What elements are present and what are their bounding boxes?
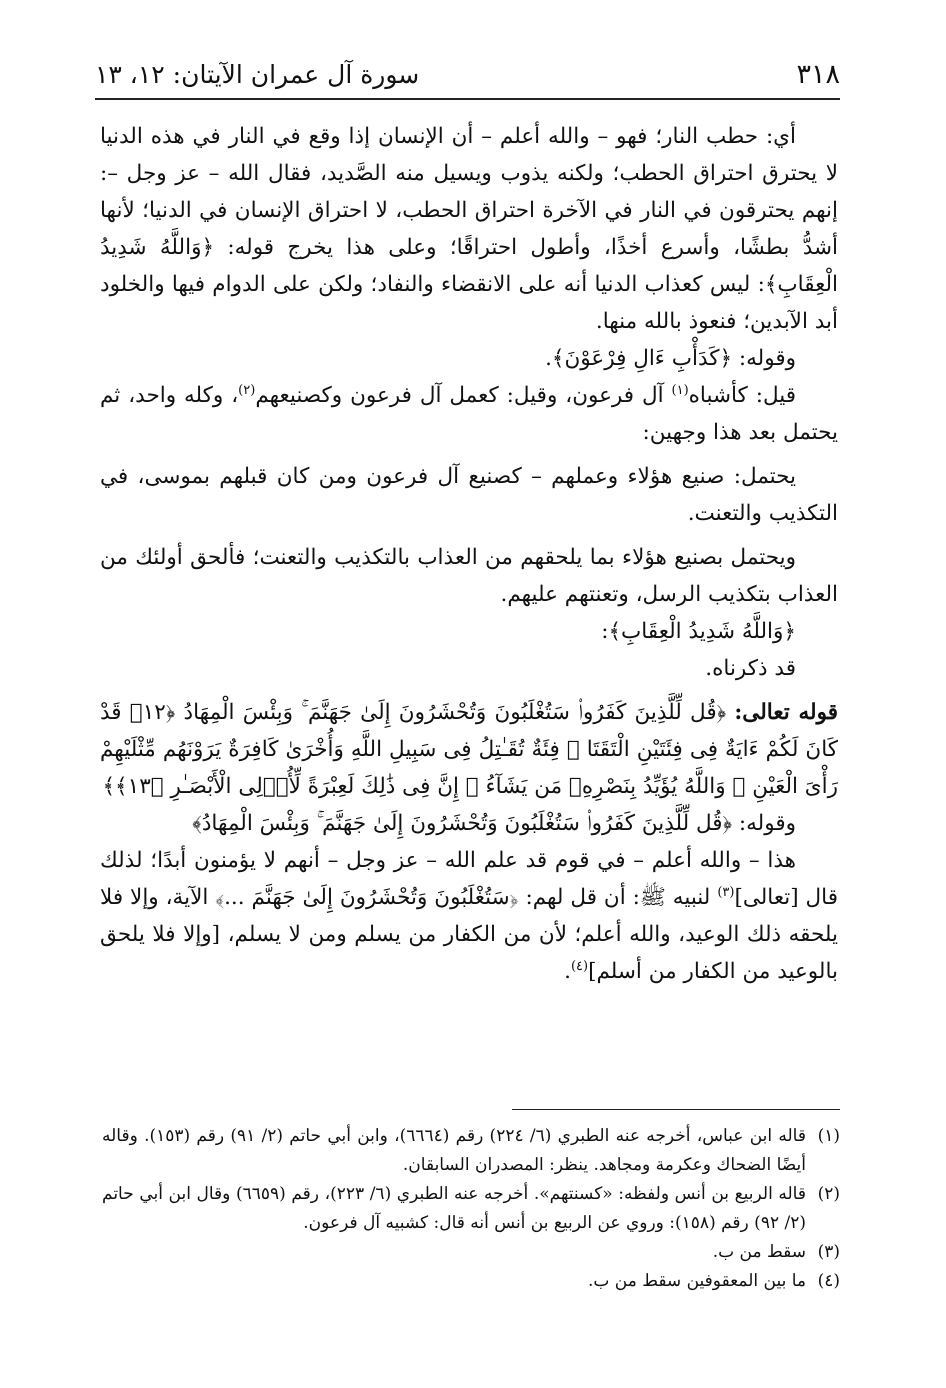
paragraph-2: وقوله: ﴿كَدَأْبِ ءَالِ فِرْعَوْنَ﴾.: [545, 346, 796, 371]
footnote-number: (٢): [817, 1184, 840, 1204]
footnote-text: ما بين المعقوفين سقط من ب.: [587, 1271, 806, 1291]
footnote-2: [102, 1180, 840, 1238]
footnote-divider: [512, 1109, 840, 1110]
footnotes: [102, 1122, 840, 1296]
paragraph-4: يحتمل: صنيع هؤلاء وعملهم – كصنيع آل فرعون ومن كان قبلهم بموسى، في التكذيب والتعنت.: [100, 464, 838, 526]
main-text: [100, 118, 838, 990]
footnote-text: قاله ابن عباس، أخرجه عنه الطبري (٦/ ٢٢٤) رقم (٦٦٦٤)، وابن أبي حاتم (٢/ ٩١) رقم (١٥٣). وقاله أيضًا الضحاك وعكرمة ومجاهد. ينظر: المصدران السابقان.: [102, 1126, 806, 1175]
paragraph-1: أي: حطب النار؛ فهو – والله أعلم – أن الإنسان إذا وقع في النار في هذه الدنيا لا يحترق احتراق الحطب؛ ولكنه يذوب ويسيل منه الصَّديد، فقال الله – عز وجل –: إنهم يحترقون في النار في الآخرة احتراق الحطب، لا احتراق الإنسان في الدنيا؛ لأنها أشدُّ بطشًا، وأسرع أخذًا، وأطول احتراقًا؛ وعلى هذا يخرج قوله: ﴿وَاللَّهُ شَدِيدُ الْعِقَابِ﴾: ليس كعذاب الدنيا أنه على الانقضاء والنفاد؛ ولكن على الدوام فيها والخلود أبد الآبدين؛ فنعوذ بالله منها.: [100, 124, 838, 334]
p3-text-a: قيل: كأشباه: [688, 383, 796, 408]
footnote-text: قاله الربيع بن أنس ولفظه: «كسنتهم». أخرجه عنه الطبري (٦/ ٢٢٣)، رقم (٦٦٥٩) وقال ابن أبي حاتم (٢/ ٩٢) رقم (١٥٨): وروي عن الربيع بن أنس أنه قال: كشبيه آل فرعون.: [102, 1184, 806, 1233]
footnote-3: [102, 1238, 840, 1267]
footnote-ref-4: (٤): [570, 958, 589, 974]
quran-verse-12-13: ﴿قُل لِّلَّذِينَ كَفَرُوا۟ سَتُغْلَبُونَ وَتُحْشَرُونَ إِلَىٰ جَهَنَّمَ ۚ وَبِئْسَ الْمِهَادُ ﴿١٢﴾ قَدْ كَانَ لَكُمْ ءَايَةٌ فِى فِئَتَيْنِ الْتَقَتَا ۖ فِئَةٌ تُقَـٰتِلُ فِى سَبِيلِ اللَّهِ وَأُخْرَىٰ كَافِرَةٌ يَرَوْنَهُم مِّثْلَيْهِمْ رَأْىَ الْعَيْنِ ۚ وَاللَّهُ يُؤَيِّدُ بِنَصْرِهِۦ مَن يَشَآءُ ۗ إِنَّ فِى ذَٰلِكَ لَعِبْرَةً لِّأُو۟لِى الْأَبْصَـٰرِ ﴿١٣﴾﴾: [100, 700, 838, 799]
running-title: سورة آل عمران الآيتان: ١٢، ١٣: [95, 60, 420, 89]
paragraph-8: [100, 694, 838, 805]
footnote-ref-2: (٢): [238, 382, 256, 398]
page-number: ٣١٨: [796, 59, 840, 90]
footnote-number: (٣): [817, 1242, 840, 1262]
paragraph-6: ﴿وَاللَّهُ شَدِيدُ الْعِقَابِ﴾:: [601, 619, 796, 644]
paragraph-9: وقوله: ﴿قُل لِّلَّذِينَ كَفَرُوا۟ سَتُغْلَبُونَ وَتُحْشَرُونَ إِلَىٰ جَهَنَّمَ ۚ وَبِئْسَ الْمِهَادُ﴾: [192, 811, 796, 836]
p3-text-b: آل فرعون، وقيل: كعمل آل فرعون وكصنيعهم: [255, 383, 672, 408]
p10-text-c: .: [564, 959, 571, 984]
footnote-number: (٤): [817, 1271, 840, 1291]
footnote-ref-3: (٣): [717, 884, 735, 900]
paragraph-7: قد ذكرناه.: [705, 656, 796, 681]
footnote-ref-1: (١): [671, 382, 689, 398]
paragraph-3: [100, 377, 838, 451]
footnote-1: [102, 1122, 840, 1180]
p3-text-c: ، وكله واحد، ثم يحتمل بعد هذا وجهين:: [100, 383, 838, 445]
p10-text-a: هذا – والله أعلم – في قوم قد علم الله – عز وجل – أنهم لا يؤمنون أبدًا؛ لذلك قال [تعالى]: [100, 848, 839, 910]
paragraph-5: ويحتمل بصنيع هؤلاء بما يلحقهم من العذاب بالتكذيب والتعنت؛ فألحق أولئك من العذاب بتكذيب الرسل، وتعنتهم عليهم.: [100, 545, 838, 607]
paragraph-10: [100, 842, 838, 990]
footnote-number: (١): [817, 1126, 840, 1146]
page-header: [95, 58, 840, 100]
p10-text-b: لنبيه ﷺ: أن قل لهم: ﴿سَتُغْلَبُونَ وَتُحْشَرُونَ إِلَىٰ جَهَنَّمَ ...﴾ الآية، وإلا فلا يلحقه ذلك الوعيد، والله أعلم؛ لأن من الكفار من يسلم ومن لا يسلم، [وإلا فلا يلحق بالوعيد من الكفار من أسلم]: [100, 885, 838, 984]
footnote-text: سقط من ب.: [712, 1242, 806, 1262]
footnote-4: [102, 1267, 840, 1296]
verse-lead: قوله تعالى:: [734, 700, 838, 725]
